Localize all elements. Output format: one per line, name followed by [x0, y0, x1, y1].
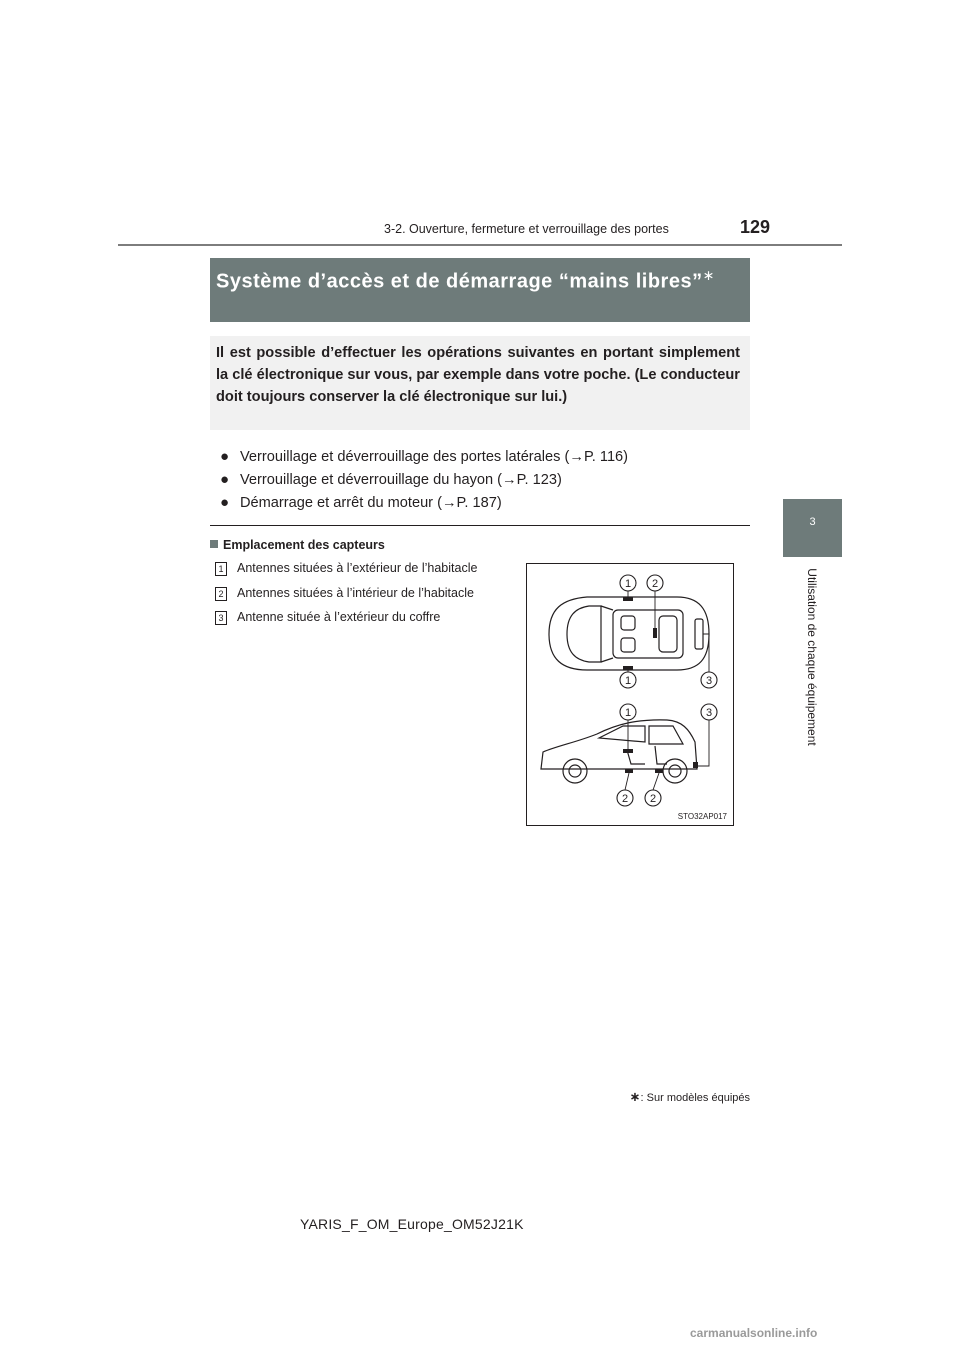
section-title [216, 262, 744, 295]
title-asterisk: ∗ [702, 267, 715, 283]
legend-number: 1 [215, 562, 227, 576]
legend-item [215, 561, 477, 576]
bullet-dot-icon: ● [220, 494, 230, 511]
subsection-heading [210, 538, 385, 552]
car-side-view-icon [541, 720, 697, 783]
bullet-item [220, 494, 502, 511]
section-divider [210, 525, 750, 526]
legend-number: 3 [215, 611, 227, 625]
legend-item [215, 610, 440, 625]
legend-text: Antennes situées à l’intérieur de l’habitacle [237, 586, 474, 600]
chapter-tab [783, 499, 842, 557]
bullet-item [220, 471, 562, 488]
chapter-tab-number: 3 [809, 516, 816, 528]
callout-label: 2 [651, 578, 659, 590]
legend-text: Antennes situées à l’extérieur de l’habitacle [237, 561, 478, 575]
header-divider [118, 244, 842, 246]
bullet-dot-icon: ● [220, 471, 230, 488]
intro-text: Il est possible d’effectuer les opérations suivantes en portant simplement la clé électronique sur vous, par exemple dans votre poche. (Le conducteur doit toujours conserver la clé électronique sur lui.) [216, 345, 740, 405]
diagram-code: STO32AP017 [677, 812, 727, 821]
bullet-item [220, 448, 628, 465]
subsection-heading-text: Emplacement des capteurs [223, 538, 385, 552]
square-bullet-icon [210, 540, 218, 548]
car-diagram-svg [527, 564, 733, 825]
watermark-text: carmanualsonline.info [690, 1326, 818, 1340]
footnote-asterisk: ∗ [629, 1089, 641, 1104]
bullet-dot-icon: ● [220, 448, 230, 465]
page-number: 129 [740, 217, 771, 237]
bullet-text: Verrouillage et déverrouillage du hayon (→P. 123) [240, 472, 562, 488]
legend-number: 2 [215, 587, 227, 601]
car-top-view-icon [549, 597, 709, 670]
footnote-text: : Sur modèles équipés [640, 1092, 750, 1104]
sensor-location-diagram [526, 563, 734, 826]
callout-label: 2 [649, 793, 657, 805]
callout-label: 1 [624, 707, 632, 719]
running-header-section: 3-2. Ouverture, fermeture et verrouillage des portes [384, 222, 669, 236]
callout-label: 2 [621, 793, 629, 805]
legend-item [215, 586, 474, 601]
section-title-bar [210, 258, 750, 322]
bullet-text: Démarrage et arrêt du moteur (→P. 187) [240, 495, 502, 511]
callout-label: 3 [705, 675, 713, 687]
callout-label: 1 [624, 578, 632, 590]
intro-box [210, 336, 750, 430]
legend-text: Antenne située à l’extérieur du coffre [237, 610, 441, 624]
callout-label: 1 [624, 675, 632, 687]
footnote [600, 1089, 750, 1105]
document-footer: YARIS_F_OM_Europe_OM52J21K [300, 1216, 524, 1232]
section-title-text: Système d’accès et de démarrage “mains libres” [216, 270, 703, 293]
chapter-tab-label: Utilisation de chaque équipement [805, 568, 819, 746]
bullet-text: Verrouillage et déverrouillage des portes latérales (→P. 116) [240, 449, 629, 465]
callout-label: 3 [705, 707, 713, 719]
